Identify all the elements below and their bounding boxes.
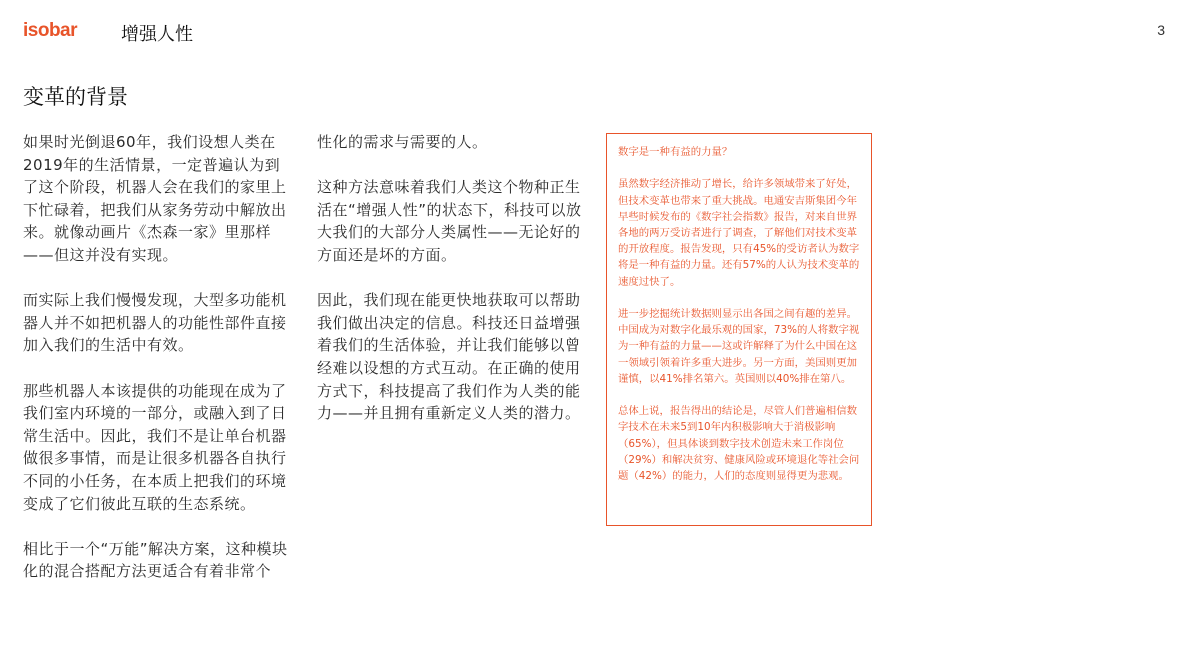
callout-box (606, 133, 872, 526)
paragraph: 这种方法意味着我们人类这个物种正生活在“增强人性”的状态下，科技可以放大我们的大部分人类属性——无论好的方面还是坏的方面。 (317, 178, 582, 264)
body-column-1 (23, 131, 293, 605)
section-title: 变革的背景 (23, 85, 128, 109)
paragraph: 性化的需求与需要的人。 (317, 133, 488, 151)
paragraph: 因此，我们现在能更快地获取可以帮助我们做出决定的信息。科技还日益增强着我们的生活体验，并让我们能够以曾经难以设想的方式互动。在正确的使用方式下，科技提高了我们作为人类的能力——并且拥有重新定义人类的潜力。 (317, 291, 581, 423)
paragraph: 如果时光倒退60年，我们设想人类在2019年的生活情景，一定普遍认为到了这个阶段，机器人会在我们的家里上下忙碌着，把我们从家务劳动中解放出来。就像动画片《杰森一家》里那样——但这并没有实现。 (23, 133, 287, 264)
paragraph: 相比于一个“万能”解决方案，这种模块化的混合搭配方法更适合有着非常个 (23, 539, 288, 581)
callout-paragraph: 总体上说，报告得出的结论是，尽管人们普遍相信数字技术在未来5到10年内积极影响大于消极影响（65%），但具体谈到数字技术创造未来工作岗位（29%）和解决贫穷、健康风险或环境退化等社会问题（42%）的能力，人们的态度则显得更为悲观。 (618, 405, 860, 483)
body-column-2 (317, 131, 585, 447)
callout-heading: 数字是一种有益的力量？ (618, 146, 733, 158)
paragraph: 那些机器人本该提供的功能现在成为了我们室内环境的一部分，或融入到了日常生活中。因此，我们不是让单台机器做很多事情，而是让很多机器各自执行不同的小任务，在本质上把我们的环境变成了它们彼此互联的生态系统。 (23, 381, 287, 513)
callout-paragraph: 虽然数字经济推动了增长，给许多领域带来了好处，但技术变革也带来了重大挑战。电通安吉斯集团今年早些时候发布的《数字社会指数》报告，对来自世界各地的两万受访者进行了调查，了解他们对技术变革的开放程度。报告发现，只有45%的受访者认为数字将是一种有益的力量。还有57%的人认为技术变革的速度过快了。 (618, 178, 860, 288)
callout-paragraph: 进一步挖掘统计数据则显示出各国之间有趣的差异。中国成为对数字化最乐观的国家，73%的人将数字视为一种有益的力量——这或许解释了为什么中国在这一领域引领着许多重大进步。另一方面，美国则更加谨慎，以41%排名第六。英国则以40%排在第八。 (618, 308, 860, 385)
header-title: 增强人性 (121, 24, 193, 45)
page-number: 3 (1157, 22, 1165, 38)
isobar-logo: isobar (23, 20, 78, 41)
paragraph: 而实际上我们慢慢发现，大型多功能机器人并不如把机器人的功能性部件直接加入我们的生活中有效。 (23, 291, 287, 355)
